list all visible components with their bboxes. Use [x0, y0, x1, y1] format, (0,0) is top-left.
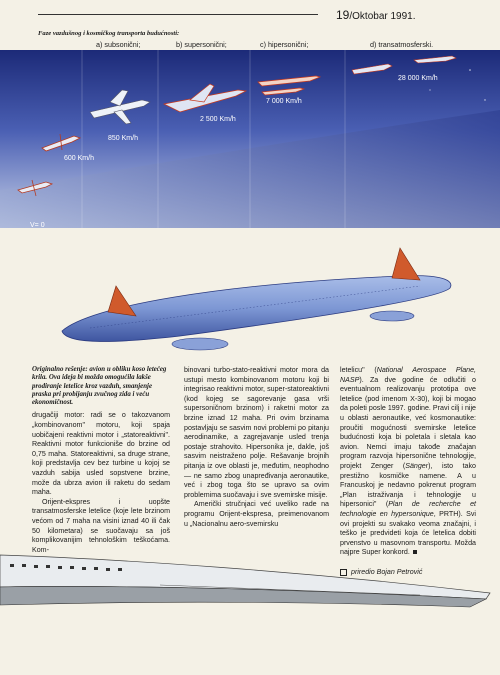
speed-label: V= 0	[30, 222, 45, 229]
speed-label: 28 000 Km/h	[398, 75, 438, 82]
paragraph: Američki stručnjaci već uveliko rade na programu Orijent-ekspresa, preimenovanom u „Nacionalnu aero-svemirsku	[184, 500, 329, 528]
paragraph: binovani turbo-stato-reaktivni motor mora da ustupi mesto kombinovanom motoru koji bi integrisao reaktivni motor, super-statoreaktivni (kod kojeg se sagorevanje gasa vrši supersoničnom brzinom) i raketni motor za brzine iznad 12 maha. Pri ovim brzinama postavljaju se sasvim novi problemi po pitanju aerodinamike, a zagrejavanje usled trenja postaje strahovito. Hipersonika je, dakle, još sasvim neistraženo polje. Rešavanje brojnih pitanja iz ove oblasti je, međutim, neophodno — ne samo zbog unapređivanja aeronautike, već i zbog toga što se upravo sa ovim problemima suočavaju i sve svemirske misije.	[184, 366, 329, 499]
phase-label-c: c) hipersonični;	[260, 40, 309, 49]
paragraph: Orijent-ekspres i uopšte transatmosferske letelice (koje lete brzinom većom od 7 maha na visini iznad 40 ili čak 50 kilometara) se suočavaju sa još komplikovanijim tehnološkim teškoćama. Kom-	[32, 497, 170, 554]
speed-label: 2 500 Km/h	[200, 116, 236, 123]
issue-date: /Oktobar 1991.	[349, 11, 416, 22]
paragraph: letelicu" (National Aerospace Plane, NASP). Za dve godine će odlučiti o eventualnom realizovanju prototipa ove letelice (pod imenom X-30), koji bi mogao da poleti posle 1997. godine. Pravi cilj i nije u oblasti aeronautike, već kosmonautike: proučiti mogućnosti svemirske letelice budućnosti koja bi poletala i sletala kao avion. Nemci imaju takođe značajan program razvoja hipersonične tehnologije, projekt Zenger (Sänger), isto tako prestižno kosmičke namene. A u Francuskoj je nedavno pokrenut program „Plan istraživanja i tehnologije u hipersonici" (Plan de recherche et technologie en hypersonique, PRTH). Svi ovi projekti su svakako veoma značajni, i teško je predvideti koja će letelica dobiti prvenstvo u masovnom transportu. Možda najpre Super konkord.	[340, 366, 477, 557]
phase-label-b: b) supersonični;	[176, 40, 227, 49]
text-column-1	[32, 366, 170, 555]
phase-label-a: a) subsonični;	[96, 40, 141, 49]
concorde-wing-illustration	[0, 545, 500, 625]
phase-label-d: d) transatmosferski.	[370, 40, 434, 49]
text-column-2	[184, 366, 329, 529]
header-rule	[38, 14, 318, 15]
page-header	[336, 8, 416, 22]
oblique-flying-wing-illustration	[0, 236, 500, 366]
speed-label: 7 000 Km/h	[266, 98, 302, 105]
image-caption: Originalno rešenje: avion u obliku koso letećeg krila. Ova ideja bi možda omogućila lakše prodiranje letelice kroz vazduh, smanjenje praska pri probijanju zvučnog zida i veću ekonomičnost.	[32, 366, 167, 407]
speed-label: 600 Km/h	[64, 155, 94, 162]
paragraph: drugačiji motor: radi se o takozvanom „kombinovanom" motoru, koji spaja uobičajeni reaktivni motor i „statoreaktivni". Reaktivni motor funkcioniše do brzine od 0,75 maha. Statoreaktivni, sa druge strane, koji predstavlja cev bez turbine u kojoj se vazduh sabija usled sopstvene brzine, može da ubrza avion ili raketu do sedam maha.	[32, 411, 170, 497]
byline: priredio Bojan Petrović	[340, 568, 476, 578]
speed-label: 850 Km/h	[108, 135, 138, 142]
page-number: 19	[336, 8, 350, 22]
figure-caption: Faze vazdušnog i kosmičkog transporta budućnosti:	[38, 30, 180, 37]
